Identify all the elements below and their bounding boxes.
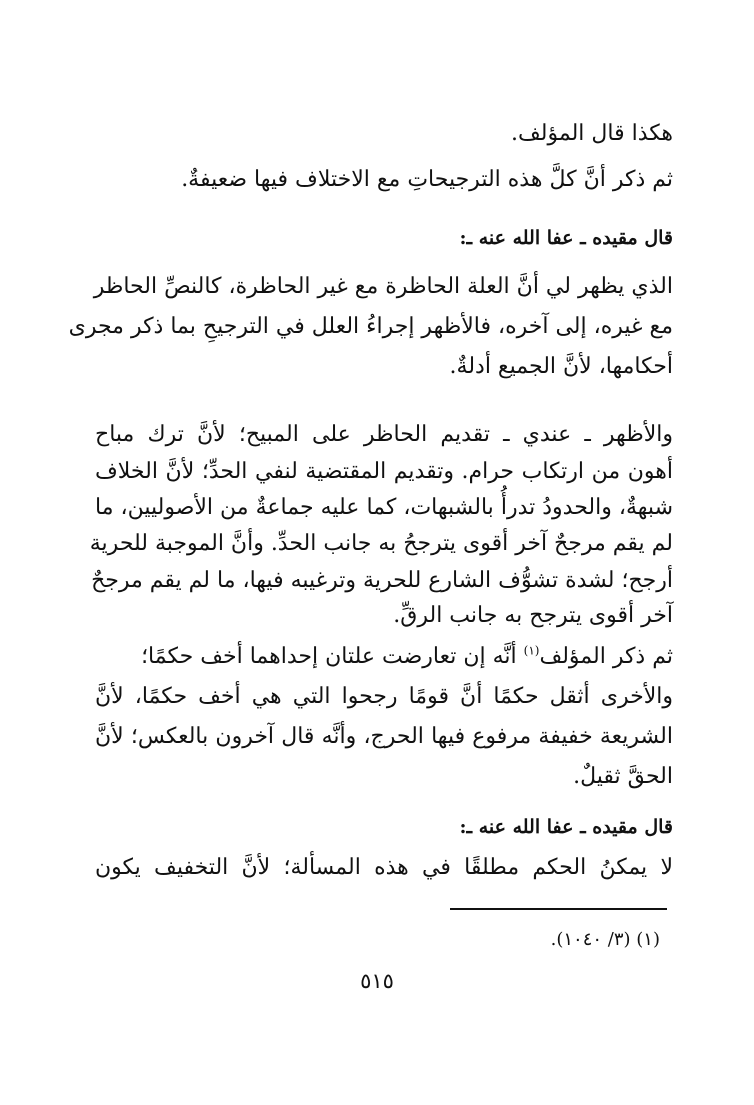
paragraph-line: الشريعة خفيفة مرفوع فيها الحرج، وأنَّه قال آخرون بالعكس؛ لأنَّ	[95, 724, 673, 749]
section-heading: قال مقيده ـ عفا الله عنه ـ:	[459, 816, 673, 838]
paragraph-line: لم يقم مرجحٌ آخر أقوى يترجحُ به جانب الحدِّ. وأنَّ الموجبة للحرية	[89, 531, 673, 556]
paragraph-line: الذي يظهر لي أنَّ العلة الحاظرة مع غير الحاظرة، كالنصِّ الحاظر	[93, 274, 673, 299]
footnote: (١) (٣/ ١٠٤٠).	[550, 929, 660, 950]
page-number: ٥١٥	[360, 969, 394, 993]
paragraph-line: أحكامها، لأنَّ الجميع أدلةٌ.	[449, 354, 673, 379]
footnote-separator	[450, 908, 667, 910]
paragraph-text: ثم ذكر المؤلف	[539, 644, 673, 669]
paragraph-line: والأخرى أثقل حكمًا أنَّ قومًا رجحوا التي هي أخف حكمًا، لأنَّ	[95, 684, 673, 709]
paragraph-line: والأظهر ـ عندي ـ تقديم الحاظر على المبيح؛ لأنَّ ترك مباح	[95, 422, 673, 447]
paragraph-line: آخر أقوى يترجح به جانب الرقِّ.	[393, 603, 673, 628]
paragraph-line: الحقَّ ثقيلٌ.	[573, 764, 673, 789]
paragraph-line	[141, 640, 673, 674]
paragraph-line: أرجح؛ لشدة تشوُّف الشارع للحرية وترغيبه فيها، ما لم يقم مرجحٌ	[91, 568, 673, 593]
paragraph-line: لا يمكنُ الحكم مطلقًا في هذه المسألة؛ لأنَّ التخفيف يكون	[95, 855, 673, 880]
paragraph-line: أهون من ارتكاب حرام. وتقديم المقتضية لنفي الحدِّ؛ لأنَّ الخلاف	[95, 459, 673, 484]
section-heading: قال مقيده ـ عفا الله عنه ـ:	[459, 227, 673, 249]
paragraph-line: هكذا قال المؤلف.	[511, 121, 673, 146]
paragraph-line: مع غيره، إلى آخره، فالأظهر إجراءُ العلل في الترجيحِ بما ذكر مجرى	[68, 314, 673, 339]
paragraph-text: أنَّه إن تعارضت علتان إحداهما أخف حكمًا؛	[141, 644, 524, 669]
paragraph-line: شبهةٌ، والحدودُ تدرأُ بالشبهات، كما عليه جماعةٌ من الأصوليين، ما	[95, 495, 673, 520]
footnote-reference[interactable]: (١)	[523, 643, 540, 658]
paragraph-line: ثم ذكر أنَّ كلَّ هذه الترجيحاتِ مع الاختلاف فيها ضعيفةٌ.	[181, 167, 673, 192]
